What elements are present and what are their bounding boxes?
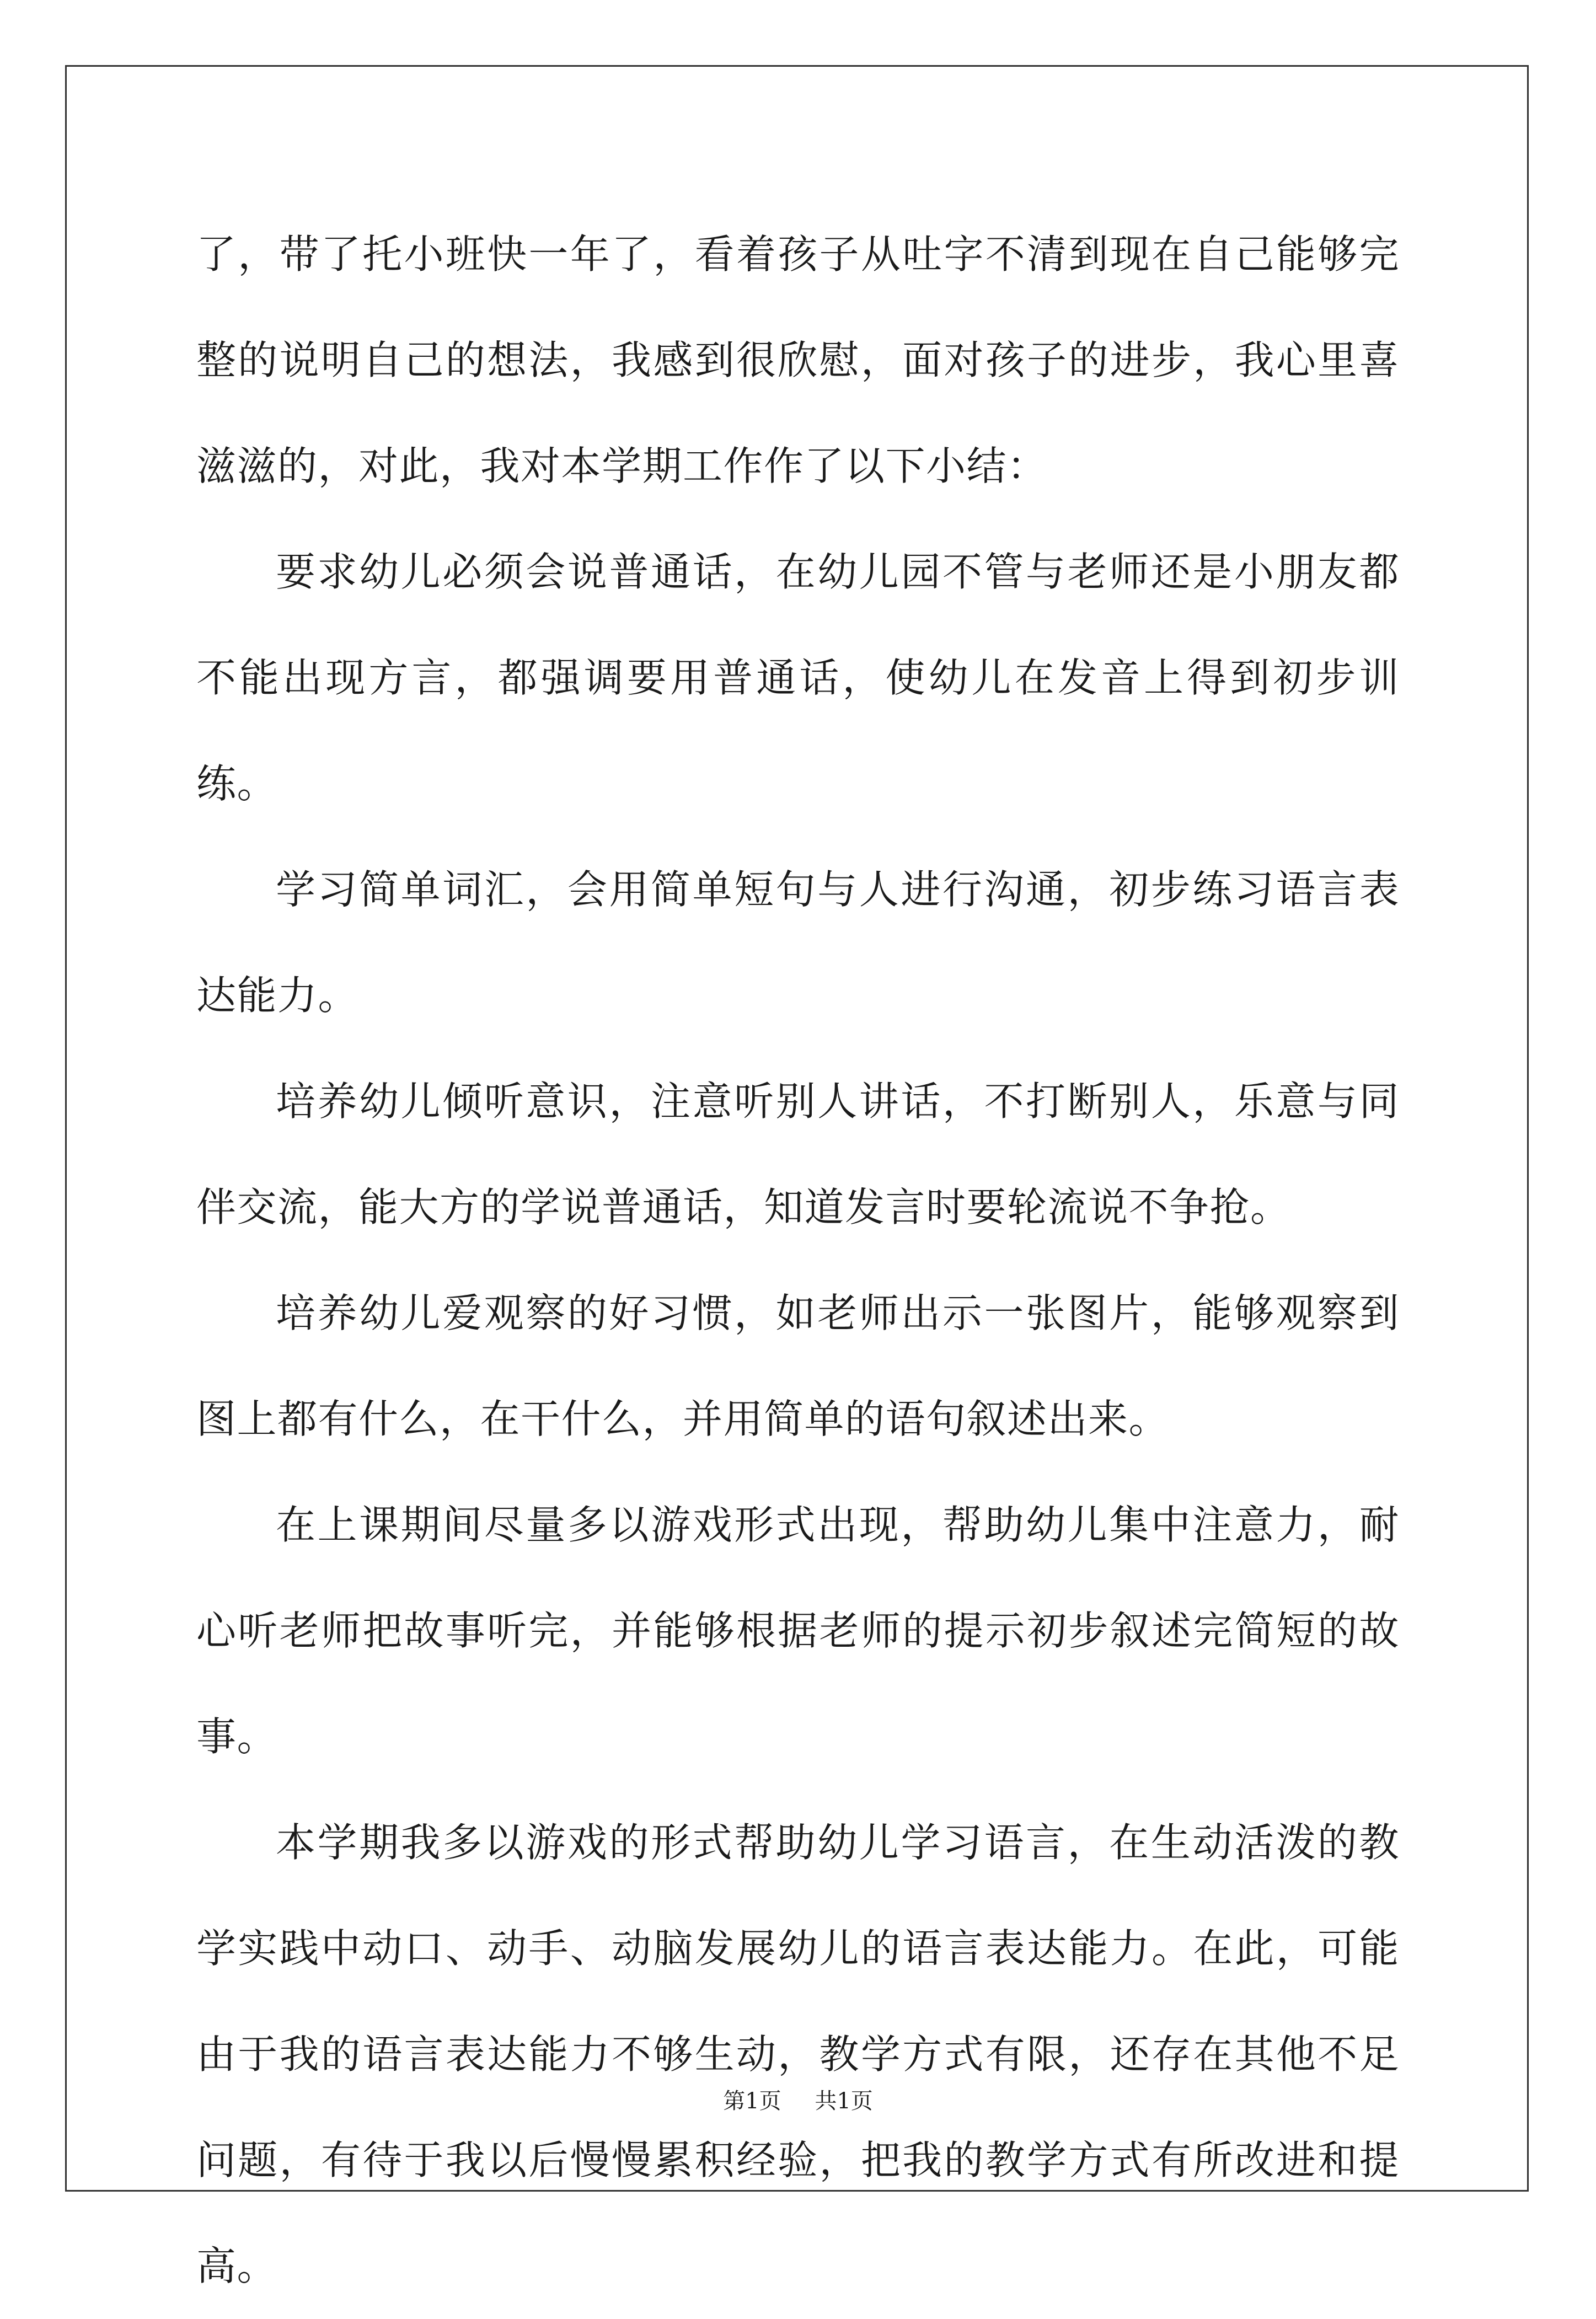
paragraph-1: 了，带了托小班快一年了，看着孩子从吐字不清到现在自己能够完整的说明自己的想法，我感到很欣慰，面对孩子的进步，我心里喜滋滋的，对此，我对本学期工作作了以下小结： [196, 231, 1400, 489]
paragraph-3: 学习简单词汇，会用简单短句与人进行沟通，初步练习语言表达能力。 [196, 866, 1400, 1019]
paragraph-7: 本学期我多以游戏的形式帮助幼儿学习语言，在生动活泼的教学实践中动口、动手、动脑发展幼儿的语言表达能力。在此，可能由于我的语言表达能力不够生动，教学方式有限，还存在其他不足问题，有待于我以后慢慢累积经验，把我的教学方式有所改进和提高。 [196, 1819, 1400, 2289]
paragraph-4: 培养幼儿倾听意识，注意听别人讲话，不打断别人，乐意与同伴交流，能大方的学说普通话，知道发言时要轮流说不争抢。 [196, 1078, 1400, 1230]
paragraph-2: 要求幼儿必须会说普通话，在幼儿园不管与老师还是小朋友都不能出现方言，都强调要用普通话，使幼儿在发音上得到初步训练。 [196, 549, 1400, 807]
paragraph-6: 在上课期间尽量多以游戏形式出现，帮助幼儿集中注意力，耐心听老师把故事听完，并能够根据老师的提示初步叙述完简短的故事。 [196, 1502, 1400, 1760]
current-page-number: 第1页 [723, 2088, 781, 2114]
paragraph-5: 培养幼儿爱观察的好习惯，如老师出示一张图片，能够观察到图上都有什么，在干什么，并用简单的语句叙述出来。 [196, 1290, 1400, 1442]
total-page-count: 共1页 [815, 2088, 873, 2114]
page-footer [0, 2084, 1596, 2115]
document-body [196, 201, 1400, 2319]
